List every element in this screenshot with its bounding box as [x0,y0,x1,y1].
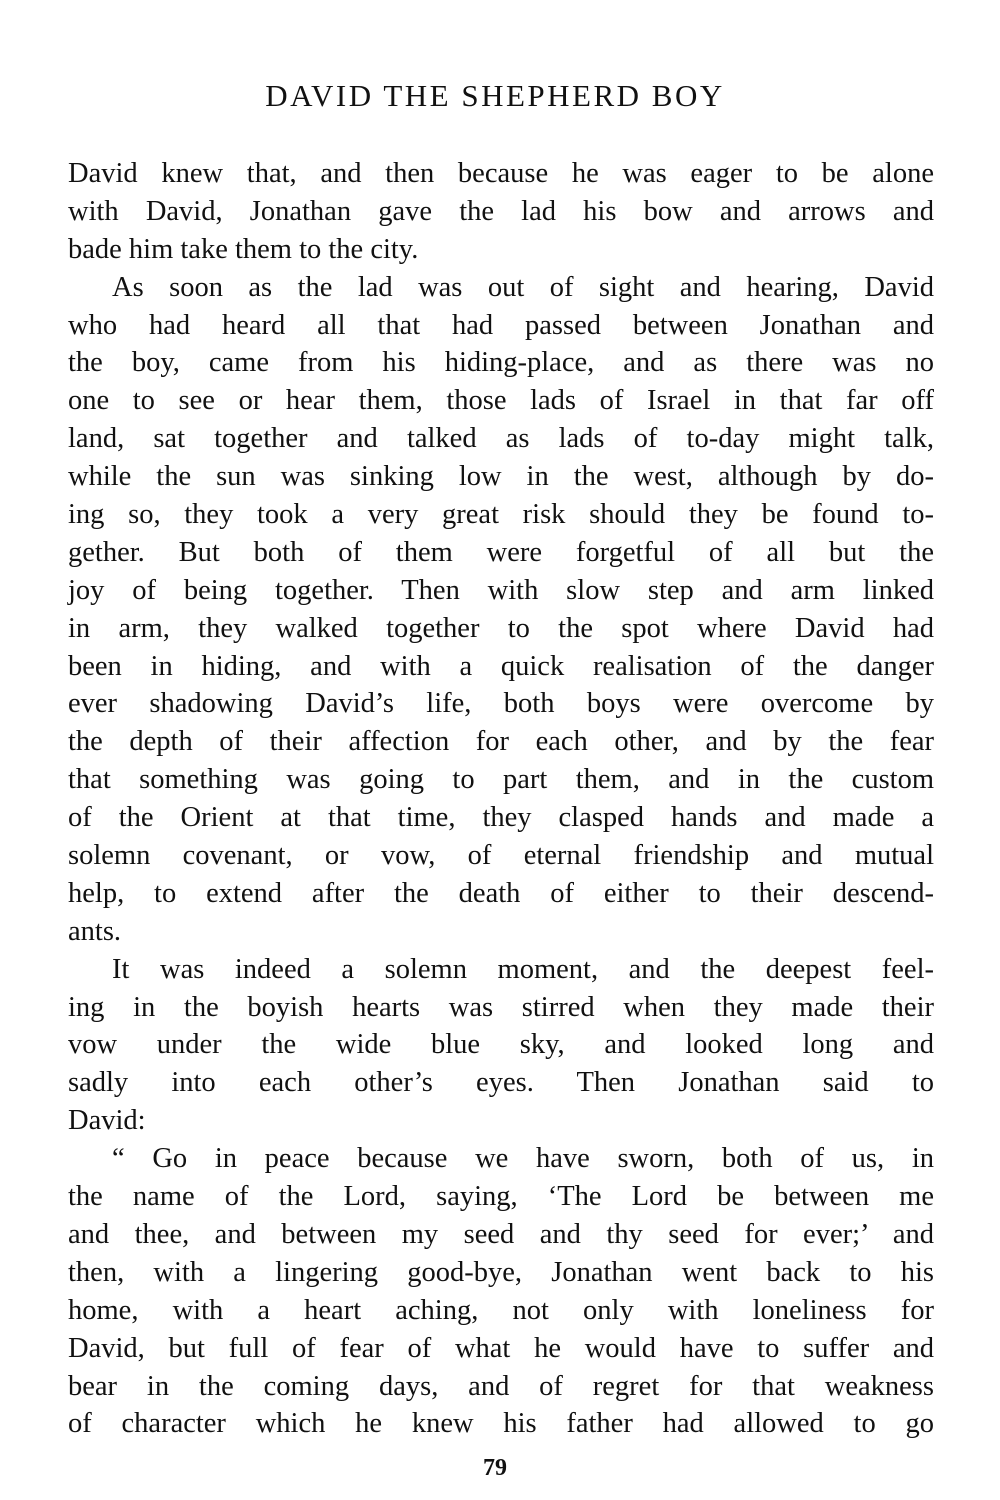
text-line: who had heard all that had passed between Jonathan and [68,309,934,341]
text-line: gether. But both of them were forgetful of all but the [68,536,934,568]
text-line: home, with a heart aching, not only with loneliness for [68,1294,934,1326]
text-line: bade him take them to the city. [68,233,419,265]
text-line: ing so, they took a very great risk should they be found to- [68,499,934,531]
text-line: joy of being together. Then with slow step and arm linked [68,574,934,606]
text-line: As soon as the lad was out of sight and hearing, David [112,271,934,303]
text-line: “ Go in peace because we have sworn, both of us, in [112,1143,934,1175]
text-line: help, to extend after the death of either to their descend- [68,877,934,909]
text-line: It was indeed a solemn moment, and the deepest feel- [112,953,934,985]
body-text [68,155,934,1443]
text-line: and thee, and between my seed and thy seed for ever;’ and [68,1218,934,1250]
text-line: David: [68,1105,146,1137]
page-number: 79 [483,1455,507,1481]
text-line: in arm, they walked together to the spot where David had [68,612,934,644]
text-line: land, sat together and talked as lads of to-day might talk, [68,423,934,455]
text-line: ing in the boyish hearts was stirred when they made their [68,991,934,1023]
text-line: sadly into each other’s eyes. Then Jonathan said to [68,1067,934,1099]
text-line: ever shadowing David’s life, both boys were overcome by [68,688,934,720]
text-line: ants. [68,915,122,947]
text-line: been in hiding, and with a quick realisation of the danger [68,650,934,682]
text-line: David knew that, and then because he was eager to be alone [68,158,934,189]
text-line: one to see or hear them, those lads of Israel in that far off [68,385,934,417]
text-line: that something was going to part them, and in the custom [68,764,934,796]
text-line: of character which he knew his father had allowed to go [68,1408,934,1440]
text-line: bear in the coming days, and of regret for that weakness [68,1370,934,1402]
text-line: the name of the Lord, saying, ‘The Lord be between me [68,1181,934,1213]
running-header: DAVID THE SHEPHERD BOY [265,78,725,113]
text-line: the boy, came from his hiding-place, and as there was no [68,347,934,379]
text-line: the depth of their affection for each other, and by the fear [68,726,934,758]
text-line: vow under the wide blue sky, and looked long and [68,1029,934,1061]
text-line: solemn covenant, or vow, of eternal friendship and mutual [68,840,934,872]
text-line: while the sun was sinking low in the west, although by do- [68,461,934,493]
text-line: then, with a lingering good-bye, Jonathan went back to his [68,1256,934,1288]
text-line: of the Orient at that time, they clasped hands and made a [68,802,934,834]
text-line: David, but full of fear of what he would have to suffer and [68,1332,934,1364]
text-line: with David, Jonathan gave the lad his bow and arrows and [68,195,934,227]
